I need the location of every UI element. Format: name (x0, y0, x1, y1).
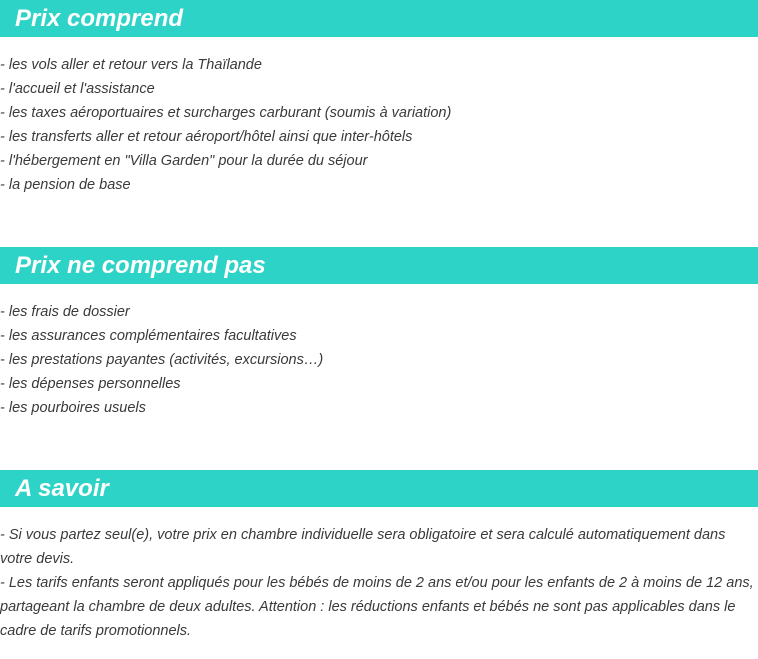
list-item: - les vols aller et retour vers la Thaïlande (0, 57, 262, 73)
paragraph: - Les tarifs enfants seront appliqués pour les bébés de moins de 2 ans et/ou pour les enfants de 2 à moins de 12 ans, partageant la chambre de deux adultes. Attention : les réductions enfants et bébés ne sont pas applicables dans le cadre de tarifs promotionnels. (0, 575, 754, 639)
list-item: - l'accueil et l'assistance (0, 81, 155, 97)
section-price-excludes (0, 247, 758, 420)
section-title-good-to-know: A savoir (0, 470, 758, 507)
list-item: - les assurances complémentaires facultatives (0, 328, 297, 344)
list-item: - les prestations payantes (activités, excursions…) (0, 352, 324, 368)
list-item: - la pension de base (0, 177, 131, 193)
section-good-to-know (0, 470, 758, 643)
list-item: - les pourboires usuels (0, 400, 146, 416)
good-to-know-text (0, 523, 758, 643)
list-item: - les frais de dossier (0, 304, 130, 320)
list-item: - les taxes aéroportuaires et surcharges carburant (soumis à variation) (0, 105, 452, 121)
list-item: - les dépenses personnelles (0, 376, 181, 392)
included-list (0, 53, 758, 197)
list-item: - les transferts aller et retour aéroport/hôtel ainsi que inter-hôtels (0, 129, 413, 145)
excluded-list (0, 300, 758, 420)
section-title-price-excludes: Prix ne comprend pas (0, 247, 758, 284)
list-item: - l'hébergement en "Villa Garden" pour la durée du séjour (0, 153, 368, 169)
section-price-includes (0, 0, 758, 197)
paragraph: - Si vous partez seul(e), votre prix en chambre individuelle sera obligatoire et sera calculé automatiquement dans votre devis. (0, 527, 726, 567)
section-title-price-includes: Prix comprend (0, 0, 758, 37)
